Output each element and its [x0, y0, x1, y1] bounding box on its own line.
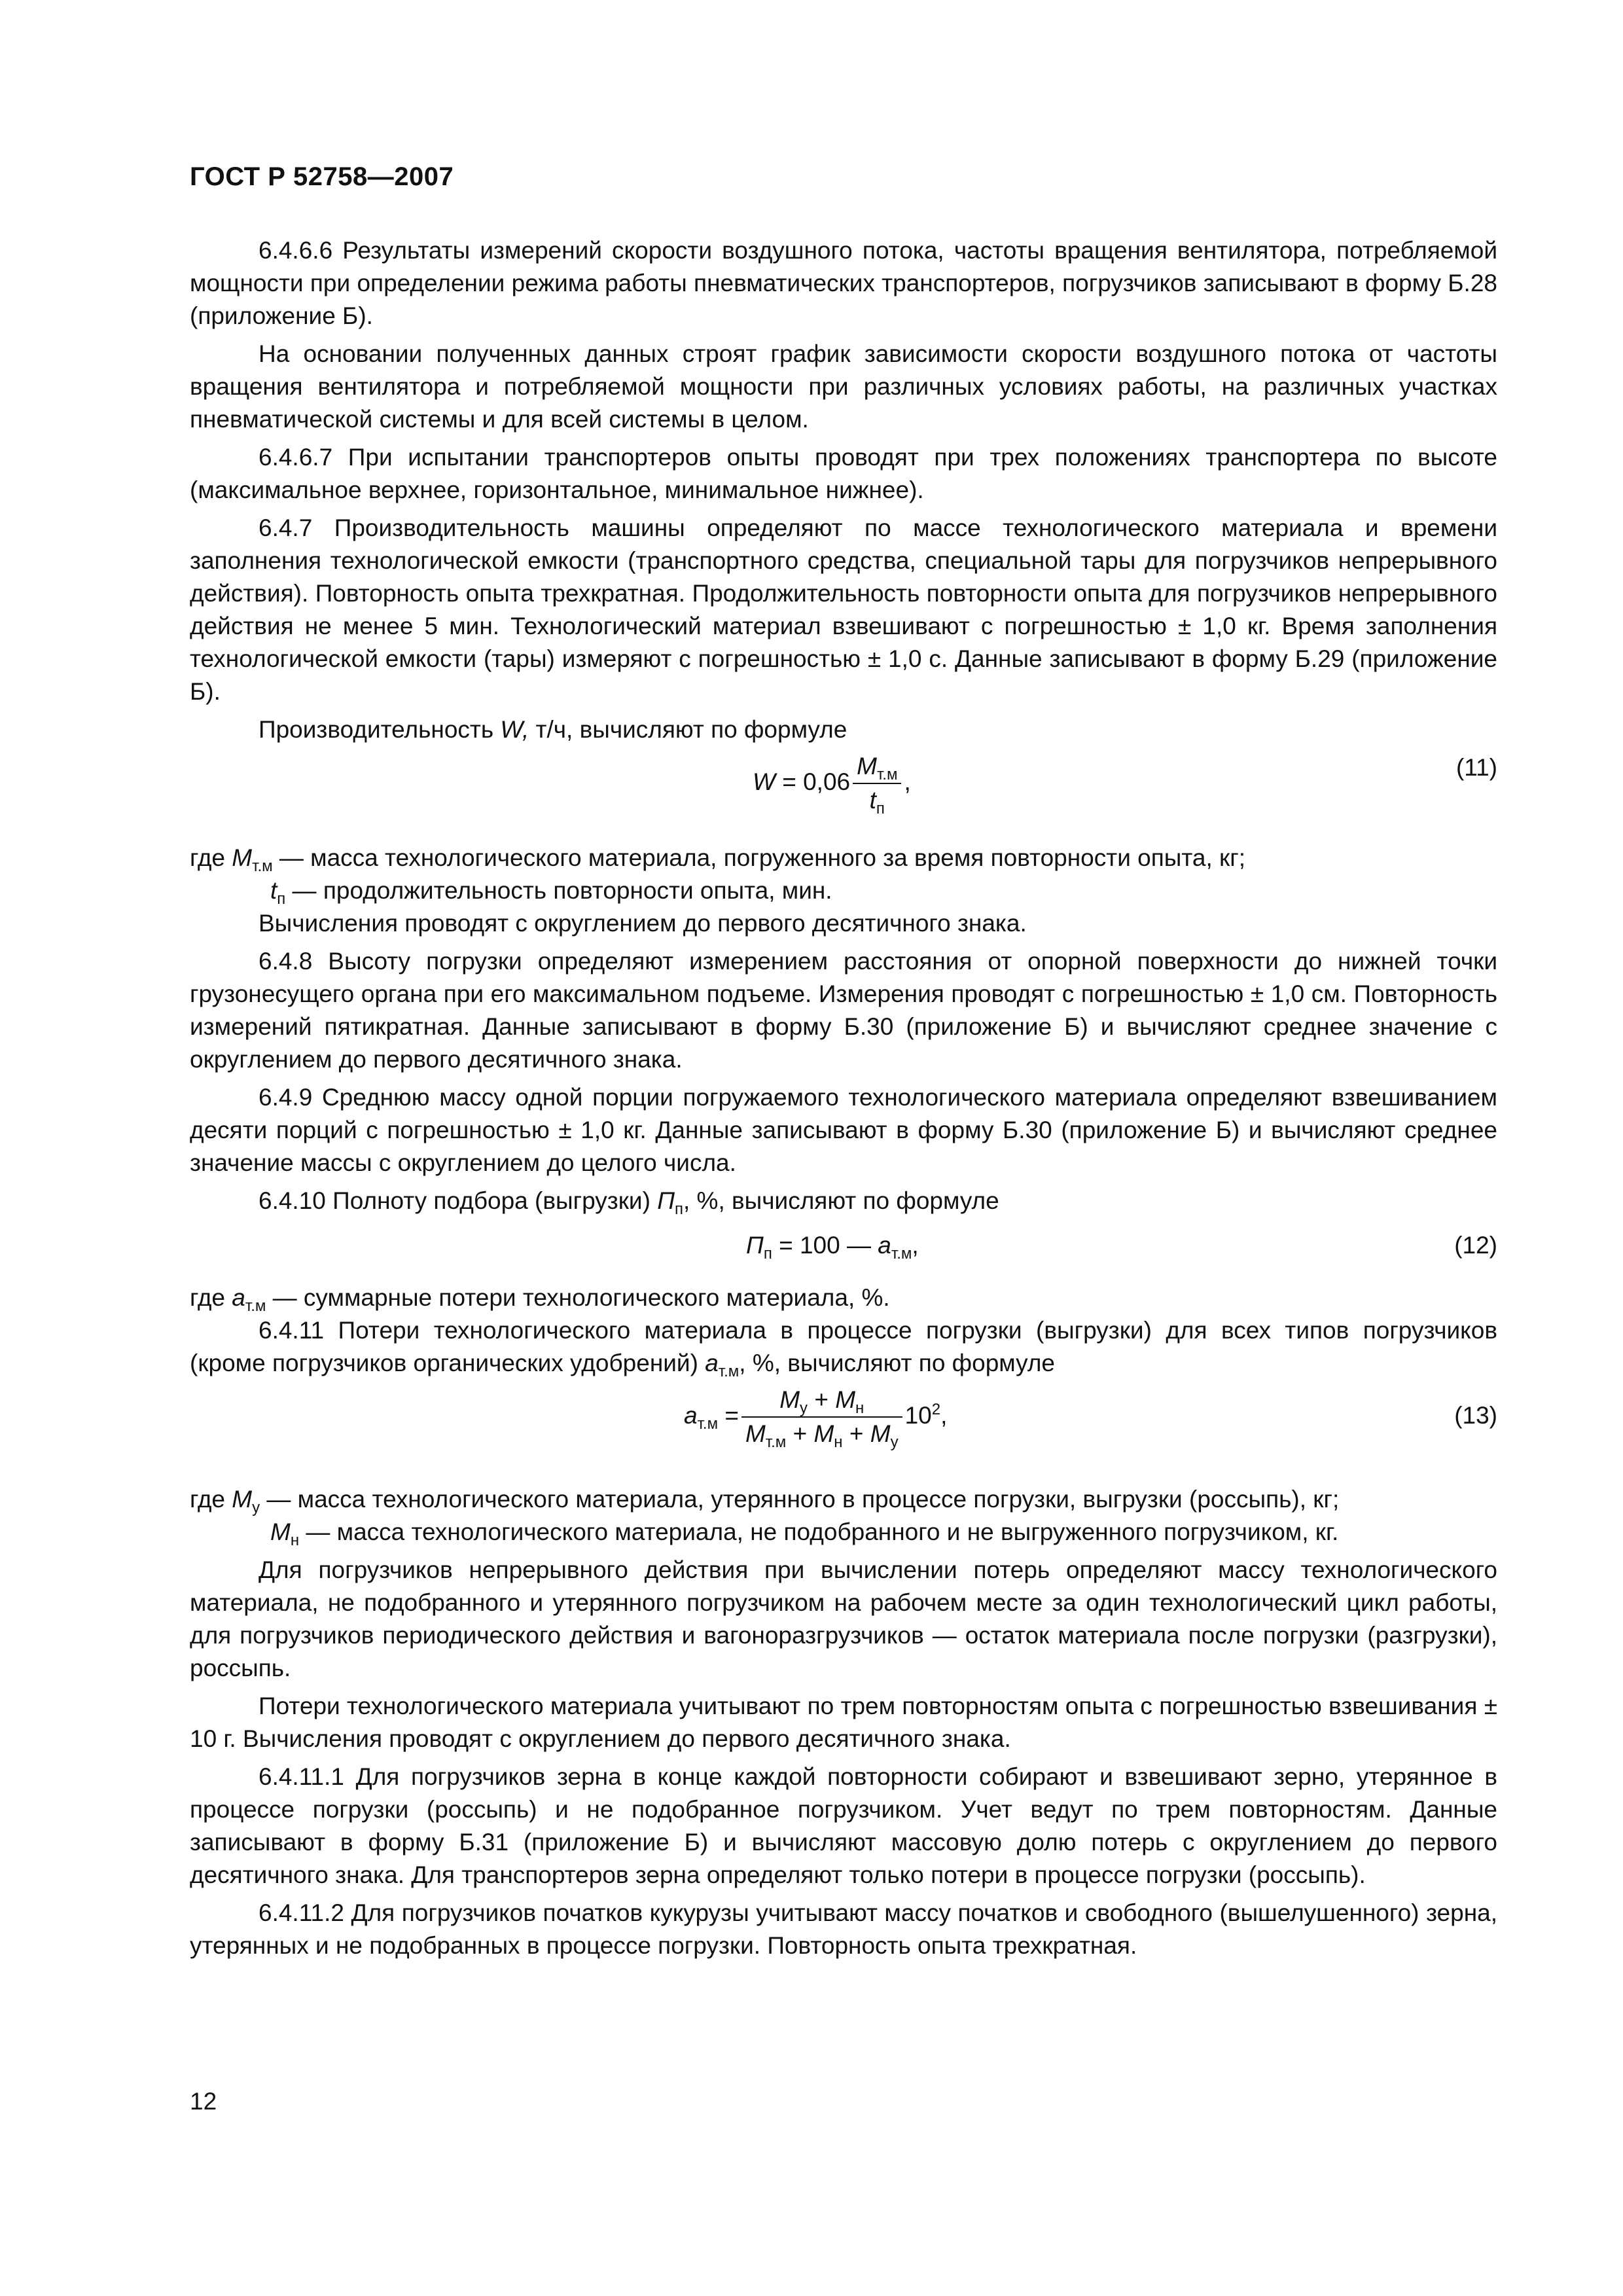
- formula-13-expression: $a_{т.м}$ = $\frac{M_у + M_н}{M_{т.м} + M_н + M_у}$ $10^2$,: [684, 1386, 948, 1451]
- formula-12: [190, 1223, 1497, 1268]
- paragraph-6-4-6-6: 6.4.6.6 Результаты измерений скорости воздушного потока, частоты вращения вентилятора, потребляемой мощности при определении режима работы пневматических транспортеров, погрузчиков записывают в форму Б.28 (приложение Б).: [190, 237, 1497, 329]
- paragraph-continuous-loaders: Для погрузчиков непрерывного действия при вычислении потерь определяют массу технологического материала, не подобранного и утерянного погрузчиком на рабочем месте за один технологический цикл работы, для погрузчиков периодического действия и вагоноразгрузчиков — остаток материала после погрузки (разгрузки), россыпь.: [190, 1556, 1497, 1681]
- formula-11-expression: W = 0,06 $\frac{M_{т.м}}{t_п}$ ,: [753, 753, 911, 817]
- formula-11-fraction: $\frac{M_{т.м}}{t_п}$: [853, 751, 901, 816]
- formula-13-fraction: $\frac{M_у + M_н}{M_{т.м} + M_н + M_у}$: [741, 1385, 902, 1449]
- legend-losses-tm: где $a_{т.м}$ — суммарные потери технологического материала, %.: [190, 1284, 890, 1315]
- formula-12-number: (12): [1454, 1232, 1497, 1259]
- paragraph-graph-basis: На основании полученных данных строят график зависимости скорости воздушного потока от частоты вращения вентилятора и потребляемой мощности при различных условиях работы, на различных участках пневматической системы и для всей системы в целом.: [190, 340, 1497, 433]
- legend-mass-n: $M_н$ — масса технологического материала, не подобранного и не выгруженного погрузчиком, кг.: [270, 1518, 1339, 1549]
- paragraph-rounding: Вычисления проводят с округлением до первого десятичного знака.: [259, 910, 1027, 937]
- paragraph-6-4-10: 6.4.10 Полноту подбора (выгрузки) $П_п$, %, вычисляют по формуле: [259, 1187, 999, 1218]
- paragraph-6-4-9: 6.4.9 Среднюю массу одной порции погружаемого технологического материала определяют взвешиванием десяти порций с погрешностью ± 1,0 кг. Данные записывают в форму Б.30 (приложение Б) и вычисляют среднее значение массы с округлением до целого числа.: [190, 1084, 1497, 1176]
- document-header: ГОСТ Р 52758—2007: [190, 162, 454, 191]
- paragraph-6-4-11-2: 6.4.11.2 Для погрузчиков початков кукурузы учитывают массу початков и свободного (вышелушенного) зерна, утерянных и не подобранных в процессе погрузки. Повторность опыта трехкратная.: [190, 1899, 1497, 1959]
- legend-time-p: $t_п$ — продолжительность повторности опыта, мин.: [270, 877, 832, 908]
- legend-mass-tm: где $M_{т.м}$ — масса технологического материала, погруженного за время повторности опыта, кг;: [190, 844, 1245, 875]
- formula-11-number: (11): [1455, 754, 1497, 781]
- paragraph-losses-accounting: Потери технологического материала учитывают по трем повторностям опыта с погрешностью взвешивания ± 10 г. Вычисления проводят с округлением до первого десятичного знака.: [190, 1693, 1497, 1752]
- formula-11: [190, 751, 1497, 829]
- paragraph-6-4-6-7: 6.4.6.7 При испытании транспортеров опыты проводят при трех положениях транспортера по высоте (максимальное верхнее, горизонтальное, минимальное нижнее).: [190, 444, 1497, 503]
- formula-13: [190, 1385, 1497, 1470]
- paragraph-6-4-8: 6.4.8 Высоту погрузки определяют измерением расстояния от опорной поверхности до нижней точки грузонесущего органа при его максимальном подъеме. Измерения проводят с погрешностью ± 1,0 см. Повторность измерений пятикратная. Данные записывают в форму Б.30 (приложение Б) и вычисляют среднее значение с округлением до первого десятичного знака.: [190, 948, 1497, 1073]
- paragraph-6-4-11: 6.4.11 Потери технологического материала в процессе погрузки (выгрузки) для всех типов погрузчиков (кроме погрузчиков органических удобрений) $a_{т.м}$, %, вычисляют по формуле: [190, 1317, 1497, 1380]
- page-number: 12: [190, 2088, 217, 2115]
- legend-mass-u: где $M_у$ — масса технологического материала, утерянного в процессе погрузки, выгрузки (россыпь), кг;: [190, 1486, 1340, 1516]
- document-body: [190, 234, 1497, 1967]
- formula-12-expression: $П_п = 100$ — $a_{т.м}$,: [746, 1232, 919, 1263]
- paragraph-6-4-11-1: 6.4.11.1 Для погрузчиков зерна в конце каждой повторности собирают и взвешивают зерно, утерянное в процессе погрузки (россыпь) и не подобранное погрузчиком. Учет ведут по трем повторностям. Данные записывают в форму Б.31 (приложение Б) и вычисляют массовую долю потерь с округлением до первого десятичного знака. Для транспортеров зерна определяют только потери в процессе погрузки (россыпь).: [190, 1763, 1497, 1888]
- paragraph-6-4-7: 6.4.7 Производительность машины определяют по массе технологического материала и времени заполнения технологической емкости (транспортного средства, специальной тары для погрузчиков непрерывного действия). Повторность опыта трехкратная. Продолжительность повторности опыта для погрузчиков непрерывного действия не менее 5 мин. Технологический материал взвешивают с погрешностью ± 1,0 кг. Время заполнения технологической емкости (тары) измеряют с погрешностью ± 1,0 с. Данные записывают в форму Б.29 (приложение Б).: [190, 514, 1497, 705]
- formula-13-number: (13): [1454, 1402, 1497, 1429]
- paragraph-productivity-intro: Производительность W, т/ч, вычисляют по формуле: [259, 716, 847, 743]
